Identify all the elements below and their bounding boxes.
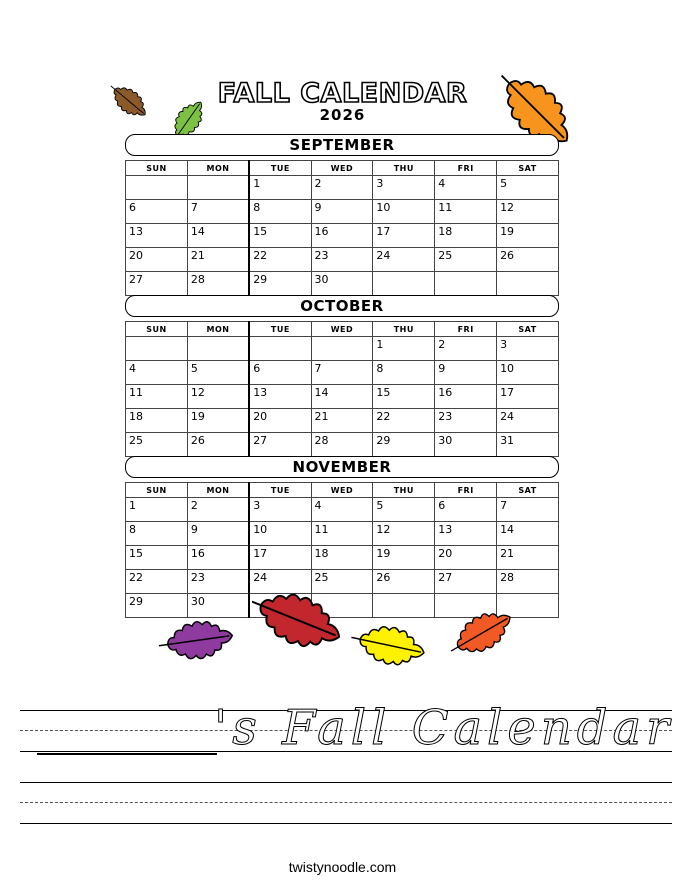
weekday-header: FRI [435,322,497,337]
day-cell: 20 [249,409,311,433]
week-row [126,248,559,272]
day-cell: 12 [373,522,435,546]
day-cell: 9 [311,200,373,224]
calendar-title: FALL CALENDAR [217,78,468,109]
day-cell: 20 [126,248,188,272]
day-cell: 16 [187,546,249,570]
day-cell: 7 [497,498,559,522]
day-cell: 16 [311,224,373,248]
day-cell: 24 [497,409,559,433]
day-cell: 5 [497,176,559,200]
day-cell [311,337,373,361]
day-cell: 1 [249,176,311,200]
day-cell: 10 [373,200,435,224]
week-row [126,200,559,224]
brown-leaf-icon [98,72,162,132]
day-cell: 12 [497,200,559,224]
footer-site-link[interactable]: twistynoodle.com [288,859,397,875]
week-row [126,224,559,248]
week-row [126,433,559,457]
day-cell: 15 [126,546,188,570]
day-cell: 5 [187,361,249,385]
day-cell: 17 [249,546,311,570]
day-cell: 11 [126,385,188,409]
weekday-header: TUE [249,161,311,176]
day-cell: 11 [435,200,497,224]
practice-midline [20,802,672,803]
day-cell: 11 [311,522,373,546]
calendar-grid-september [125,160,559,296]
day-cell: 4 [435,176,497,200]
day-cell: 18 [311,546,373,570]
day-cell: 25 [126,433,188,457]
day-cell: 19 [187,409,249,433]
weekday-header: FRI [435,161,497,176]
day-cell: 3 [373,176,435,200]
day-cell: 22 [126,570,188,594]
day-cell [373,594,435,618]
day-cell: 4 [126,361,188,385]
day-cell: 23 [435,409,497,433]
day-cell: 2 [435,337,497,361]
week-row [126,361,559,385]
day-cell: 13 [126,224,188,248]
day-cell: 24 [249,570,311,594]
day-cell: 5 [373,498,435,522]
month-banner-september: SEPTEMBER [125,134,559,156]
orange-red-leaf-icon [444,600,524,664]
practice-top-line[interactable] [20,782,672,783]
day-cell: 13 [435,522,497,546]
day-cell [187,337,249,361]
day-cell: 2 [311,176,373,200]
weekday-header: MON [187,322,249,337]
day-cell [497,272,559,296]
day-cell: 2 [187,498,249,522]
day-cell: 21 [311,409,373,433]
day-cell: 30 [311,272,373,296]
weekday-header: SUN [126,161,188,176]
day-cell: 9 [187,522,249,546]
day-cell: 6 [435,498,497,522]
day-cell: 22 [373,409,435,433]
weekday-header: SAT [497,322,559,337]
day-cell: 8 [126,522,188,546]
day-cell: 17 [497,385,559,409]
red-leaf-icon [252,588,348,654]
weekday-header: SAT [497,483,559,498]
day-cell: 28 [497,570,559,594]
day-cell: 17 [373,224,435,248]
name-write-line[interactable] [37,753,217,755]
weekday-header: MON [187,161,249,176]
day-cell: 14 [497,522,559,546]
weekday-header: WED [311,161,373,176]
calendar-year: 2026 [319,106,366,124]
day-cell: 10 [497,361,559,385]
day-cell: 23 [311,248,373,272]
yellow-leaf-icon [350,618,434,674]
weekday-header: THU [373,322,435,337]
day-cell: 16 [435,385,497,409]
day-cell: 3 [249,498,311,522]
day-cell: 13 [249,385,311,409]
day-cell: 29 [373,433,435,457]
day-cell: 27 [126,272,188,296]
month-banner-november: NOVEMBER [125,456,559,478]
day-cell: 1 [126,498,188,522]
weekday-header: SAT [497,161,559,176]
day-cell: 12 [187,385,249,409]
practice-base-line [20,823,672,824]
day-cell [126,337,188,361]
day-cell: 28 [311,433,373,457]
day-cell: 30 [187,594,249,618]
trace-text: 's Fall Calendar [214,700,675,756]
day-cell [187,176,249,200]
day-cell: 15 [249,224,311,248]
day-cell: 31 [497,433,559,457]
week-row [126,522,559,546]
weekday-header: TUE [249,322,311,337]
weekday-header: TUE [249,483,311,498]
day-cell [249,337,311,361]
week-row [126,409,559,433]
day-cell: 7 [187,200,249,224]
day-cell: 25 [311,570,373,594]
calendar-grid-october [125,321,559,457]
day-cell: 8 [373,361,435,385]
day-cell: 3 [497,337,559,361]
weekday-header: THU [373,161,435,176]
day-cell: 26 [373,570,435,594]
day-cell: 28 [187,272,249,296]
day-cell: 22 [249,248,311,272]
day-cell: 6 [126,200,188,224]
day-cell: 24 [373,248,435,272]
weekday-header: MON [187,483,249,498]
day-cell: 23 [187,570,249,594]
day-cell: 19 [373,546,435,570]
week-row [126,546,559,570]
day-cell: 4 [311,498,373,522]
weekday-header: SUN [126,322,188,337]
day-cell: 25 [435,248,497,272]
day-cell: 26 [187,433,249,457]
day-cell: 7 [311,361,373,385]
day-cell [126,176,188,200]
week-row [126,498,559,522]
week-row [126,385,559,409]
week-row [126,272,559,296]
day-cell: 14 [311,385,373,409]
day-cell: 8 [249,200,311,224]
day-cell: 29 [249,272,311,296]
day-cell: 10 [249,522,311,546]
weekday-header: WED [311,483,373,498]
weekday-header: WED [311,322,373,337]
weekday-header: SUN [126,483,188,498]
day-cell: 21 [497,546,559,570]
day-cell: 18 [126,409,188,433]
purple-leaf-icon [158,612,242,668]
day-cell: 15 [373,385,435,409]
weekday-header: THU [373,483,435,498]
day-cell: 6 [249,361,311,385]
week-row [126,176,559,200]
day-cell [373,272,435,296]
week-row [126,337,559,361]
day-cell: 26 [497,248,559,272]
day-cell: 27 [435,570,497,594]
weekday-header: FRI [435,483,497,498]
day-cell: 21 [187,248,249,272]
day-cell: 1 [373,337,435,361]
day-cell: 14 [187,224,249,248]
month-banner-october: OCTOBER [125,295,559,317]
day-cell: 29 [126,594,188,618]
day-cell: 19 [497,224,559,248]
day-cell: 27 [249,433,311,457]
day-cell: 9 [435,361,497,385]
day-cell: 20 [435,546,497,570]
day-cell [435,272,497,296]
day-cell: 30 [435,433,497,457]
day-cell: 18 [435,224,497,248]
